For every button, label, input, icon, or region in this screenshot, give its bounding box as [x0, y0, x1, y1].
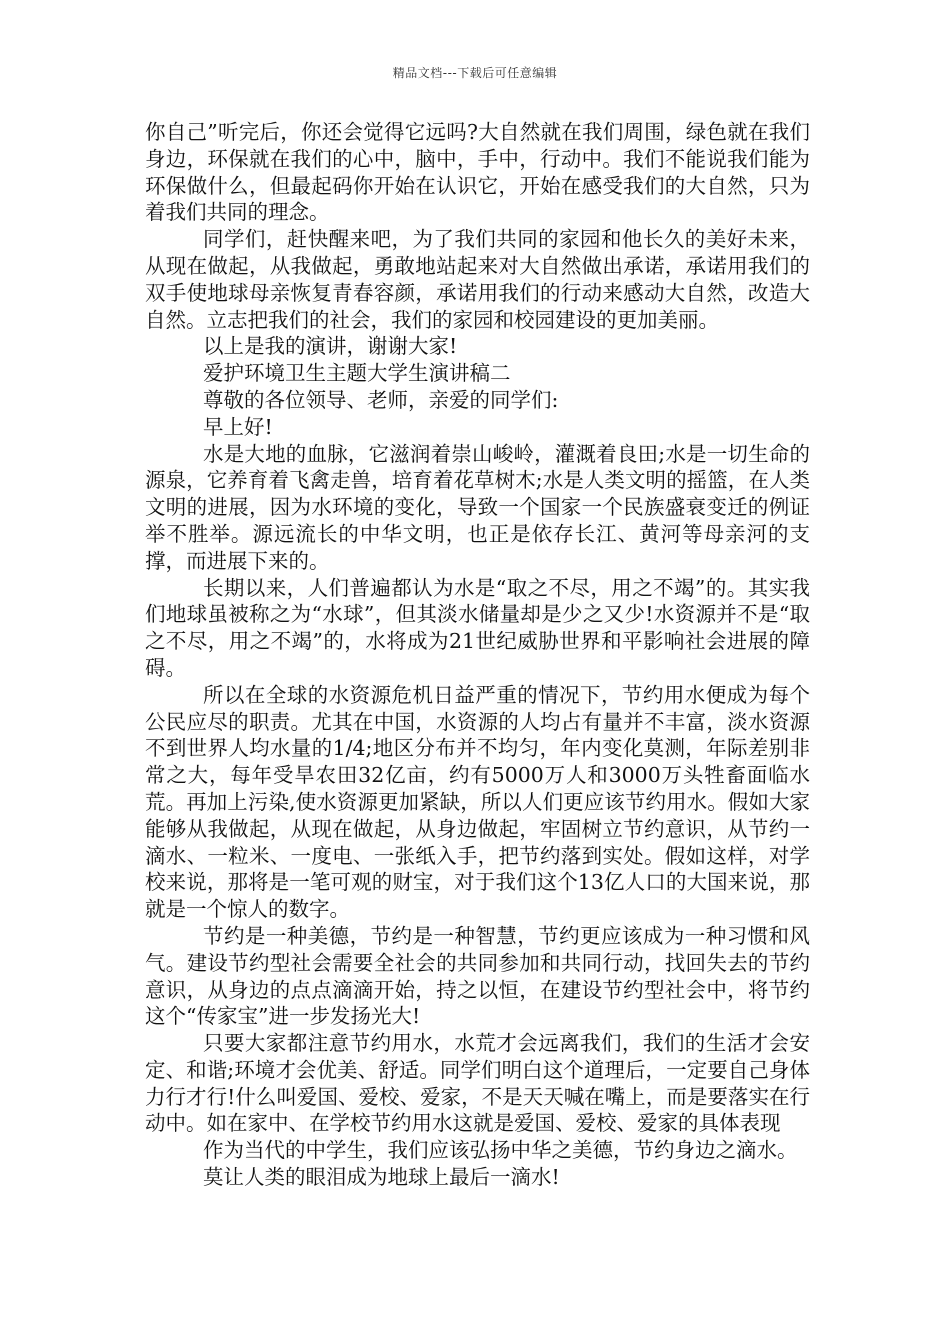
paragraph-12: 作为当代的中学生，我们应该弘扬中华之美德，节约身边之滴水。	[203, 1138, 798, 1163]
paragraph-9: 所以在全球的水资源危机日益严重的情况下，节约用水便成为每个公民应尽的职责。尤其在中国，水资源的人均占有量并不丰富，淡水资源不到世界人均水量的1/4;地区分布并不均匀，年内变化莫测，年际差别非常之大，每年受旱农田32亿亩，约有5000万人和3000万头牲畜面临水荒。再加上污染,使水资源更加紧缺，所以人们更应该节约用水。假如大家能够从我做起，从现在做起，从身边做起，牢固树立节约意识，从节约一滴水、一粒米、一度电、一张纸入手，把节约落到实处。假如这样，对学校来说，那将是一笔可观的财宝，对于我们这个13亿人口的大国来说，那就是一个惊人的数字。	[145, 682, 810, 922]
paragraph-1: 你自己”听完后，你还会觉得它远吗?大自然就在我们周围，绿色就在我们身边，环保就在我们的心中，脑中，手中，行动中。我们不能说我们能为环保做什么，但最起码你开始在认识它，开始在感受我们的大自然，只为着我们共同的理念。	[145, 120, 810, 225]
salutation: 尊敬的各位领导、老师，亲爱的同学们:	[203, 387, 559, 412]
paragraph-10: 节约是一种美德，节约是一种智慧，节约更应该成为一种习惯和风气。建设节约型社会需要全社会的共同参加和共同行动，找回失去的节约意识，从身边的点点滴滴开始，持之以恒，在建设节约型社会中，将节约这个“传家宝”进一步发扬光大!	[145, 923, 810, 1029]
paragraph-7: 水是大地的血脉，它滋润着崇山峻岭，灌溉着良田;水是一切生命的源泉，它养育着飞禽走兽，培育着花草树木;水是人类文明的摇篮，在人类文明的进展，因为水环境的变化，导致一个国家一个民族盛衰变迁的例证举不胜举。源远流长的中华文明，也正是依存长江、黄河等母亲河的支撑，而进展下来的。	[145, 441, 810, 573]
paragraph-2: 同学们，赶快醒来吧，为了我们共同的家园和他长久的美好未来，从现在做起，从我做起，勇敢地站起来对大自然做出承诺，承诺用我们的双手使地球母亲恢复青春容颜，承诺用我们的行动来感动大自然，改造大自然。立志把我们的社会，我们的家园和校园建设的更加美丽。	[145, 227, 810, 332]
paragraph-3: 以上是我的演讲，谢谢大家!	[203, 334, 458, 359]
paragraph-11: 只要大家都注意节约用水，水荒才会远离我们，我们的生活才会安定、和谐;环境才会优美、舒适。同学们明白这个道理后，一定要自己身体力行才行!什么叫爱国、爱校、爱家，不是天天喊在嘴上，而是要落实在行动中。如在家中、在学校节约用水这就是爱国、爱校、爱家的具体表现	[145, 1031, 810, 1136]
document-body	[145, 119, 810, 1191]
greeting: 早上好!	[203, 414, 273, 439]
page-header: 精品文档---下载后可任意编辑	[392, 66, 558, 80]
paragraph-8: 长期以来，人们普遍都认为水是“取之不尽，用之不竭”的。其实我们地球虽被称之为“水球”，但其淡水储量却是少之又少!水资源并不是“取之不尽，用之不竭”的，水将成为21世纪威胁世界和平影响社会进展的障碍。	[145, 575, 810, 680]
closing-line: 莫让人类的眼泪成为地球上最后一滴水!	[203, 1165, 560, 1190]
section-title: 爱护环境卫生主题大学生演讲稿二	[203, 361, 511, 386]
